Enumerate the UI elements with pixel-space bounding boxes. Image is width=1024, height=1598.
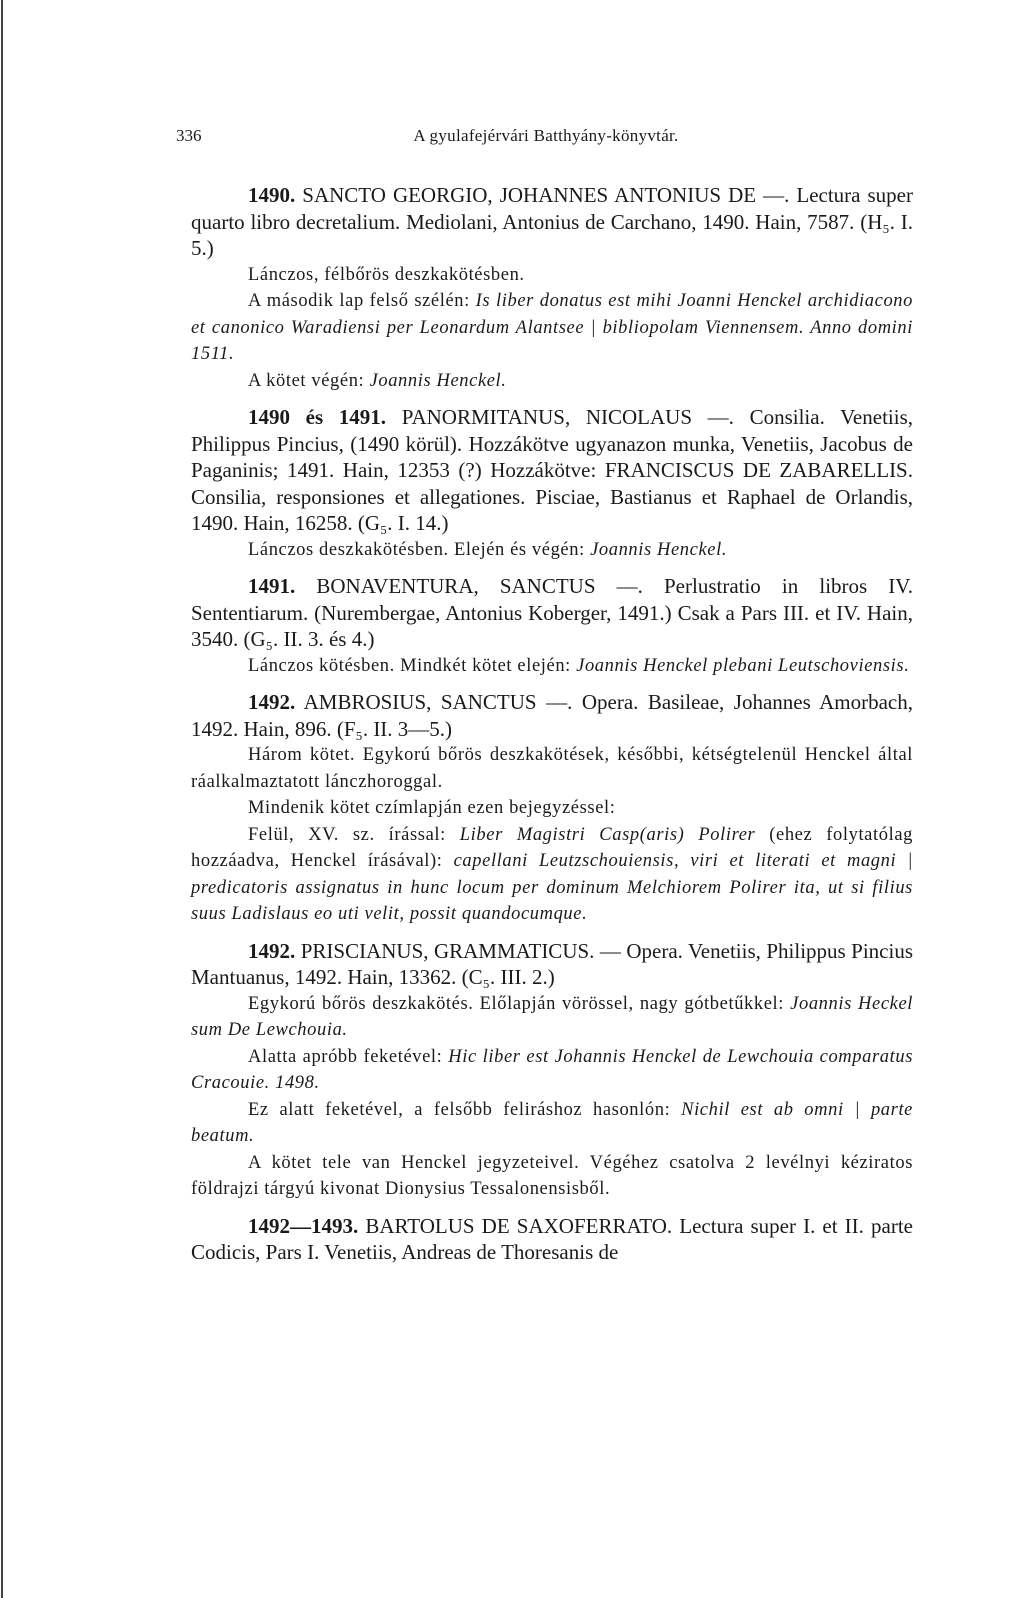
entry-body: BARTOLUS DE SAXOFERRATO. Lectura super I. et II. parte Codicis, Pars I. Venetiis, Andreas de Thoresanis de [191,1213,913,1264]
note-inscription: Joannis Henckel. [590,539,728,560]
note-inscription: Joannis Henckel plebani Leutschoviensis. [576,655,910,676]
catalog-entry [191,1213,913,1266]
note-text: Lánczos deszkakötésben. Elején és végén: [248,539,591,560]
entry-note [191,368,913,395]
page-number: 336 [176,126,202,145]
entry-year: 1492. [248,938,296,963]
entry-body: PANORMITANUS, NICOLAUS —. Consilia. Venetiis, Philippus Pincius, (1490 körül). Hozzákötve ugyanazon munka, Venetiis, Jacobus de Paganinis; 1491. Hain, 12353 (?) Hozzákötve: FRANCISCUS DE ZABARELLIS. Consilia, responsiones et allegationes. Pisciae, Bastianus et Raphael de Orlandis, 1490. Hain, 16258. (G₅. I. 14.) [191,405,913,535]
note-inscription: Joannis Henckel. [369,370,507,391]
entry-note [191,1044,913,1097]
note-text: Lánczos, félbőrös deszkakötésben. [248,264,525,285]
entry-note [191,1097,913,1150]
catalog-entry [191,573,913,653]
entry-year: 1491. [248,574,296,598]
note-inscription: Joannis Heckel sum De Lewchouia. [191,993,913,1040]
catalog-entry [191,404,913,537]
note-inscription: Liber Magistri Casp(aris) Polirer [459,824,756,845]
entry-note [191,991,913,1044]
entry-year: 1492. [248,690,296,714]
note-text: Egykorú bőrös deszkakötés. Előlapján vörössel, nagy gótbetűkkel: [248,993,791,1014]
running-title: A gyulafejérvári Batthyány-könyvtár. [413,126,679,145]
entry-year: 1492—1493. [248,1213,359,1238]
note-text: Ez alatt feketével, a felsőbb feliráshoz hasonlón: [248,1099,682,1120]
page-header [176,126,916,152]
entry-body: AMBROSIUS, SANCTUS —. Opera. Basileae, Johannes Amorbach, 1492. Hain, 896. (F₅. II. 3—5.) [191,690,914,741]
note-inscription: Hic liber est Johannis Henckel de Lewchouia comparatus Cracouie. 1498. [191,1046,913,1093]
note-text: Mindenik kötet czímlapján ezen bejegyzéssel: [248,798,616,818]
catalog-entry [191,182,913,262]
note-text: A második lap felső szélén: [248,291,476,311]
note-text: Alatta apróbb feketével: [248,1046,449,1067]
entry-year: 1490. [248,183,296,207]
catalog-entry [191,938,913,991]
note-inscription: Nichil est ab omni | parte beatum. [191,1099,913,1146]
entry-note [191,653,913,680]
note-text: Három kötet. Egykorú bőrös deszkakötések, későbbi, kétségtelenül Henckel által ráalkalmaztatott lánczhoroggal. [191,745,913,792]
entry-body: BONAVENTURA, SANCTUS —. Perlustratio in libros IV. Sententiarum. (Nurembergae, Antonius Koberger, 1491.) Csak a Pars III. et IV. Hain, 3540. (G₅. II. 3. és 4.) [191,574,914,651]
entry-note [191,822,913,928]
note-text: A kötet tele van Henckel jegyzeteivel. Végéhez csatolva 2 levélnyi kéziratos földrajzi tárgyú kivonat Dionysius Tessalonensisből. [191,1152,913,1199]
note-inscription: capellani Leutzschouiensis, viri et literati et magni | predicatoris assignatus in hunc locum per dominum Melchiorem Polirer ita, ut si filius suus Ladislaus eo uti velit, possit quandocumque. [191,851,914,924]
entry-body: SANCTO GEORGIO, JOHANNES ANTONIUS DE —. Lectura super quarto libro decretalium. Mediolani, Antonius de Carchano, 1490. Hain, 7587. (H₅. I. 5.) [191,183,914,260]
entry-note [191,1150,913,1203]
page-body [191,182,913,1266]
entry-note [191,537,913,564]
entry-body: PRISCIANUS, GRAMMATICUS. — Opera. Venetiis, Philippus Pincius Mantuanus, 1492. Hain, 13362. (C₅. III. 2.) [191,938,914,989]
entry-note [191,742,913,795]
entry-year: 1490 és 1491. [248,405,387,429]
page-edge-rule [1,0,3,1598]
note-text: A kötet végén: [248,370,370,391]
note-text: Lánczos kötésben. Mindkét kötet elején: [248,655,577,676]
entry-note [191,795,913,822]
entry-note [191,288,913,368]
catalog-entry [191,689,913,742]
note-text: Felül, XV. sz. írással: [248,824,460,845]
entry-note [191,262,913,289]
note-inscription: Is liber donatus est mihi Joanni Henckel archidiacono et canonico Waradiensi per Leonardum Alantsee | bibliopolam Viennensem. Anno domini 1511. [191,291,913,364]
note-text: (ehez folytatólag hozzáadva, Henckel írásával): [191,824,913,871]
